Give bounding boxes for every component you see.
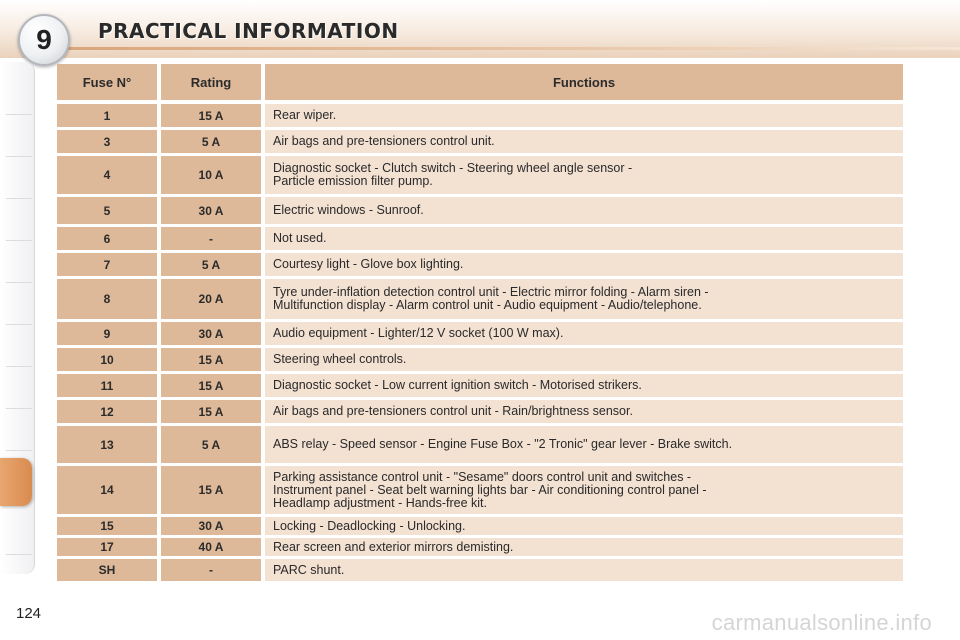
column-header-rating: Rating xyxy=(161,64,261,100)
functions-text: Instrument panel - Seat belt warning lights bar - Air conditioning control panel - xyxy=(273,482,707,497)
fuse-number-cell: 14 xyxy=(57,466,157,514)
fuse-number-cell: 10 xyxy=(57,348,157,371)
table-row xyxy=(57,322,903,345)
rating-cell: 15 A xyxy=(161,400,261,423)
fuse-number-cell: 8 xyxy=(57,279,157,319)
chapter-tab[interactable] xyxy=(6,242,32,283)
functions-text: Steering wheel controls. xyxy=(273,352,407,366)
page-number: 124 xyxy=(16,605,42,622)
functions-text: Multifunction display - Alarm control unit - Audio equipment - Audio/telephone. xyxy=(273,298,702,312)
table-row xyxy=(57,426,903,463)
fuse-number-cell: 3 xyxy=(57,130,157,153)
functions-text: Air bags and pre-tensioners control unit. xyxy=(273,134,495,148)
chapter-tab[interactable] xyxy=(6,74,32,115)
rating-cell: 30 A xyxy=(161,322,261,345)
chapter-tab[interactable] xyxy=(6,326,32,367)
chapter-tab[interactable] xyxy=(6,410,32,451)
functions-text: Not used. xyxy=(273,231,327,245)
table-row xyxy=(57,400,903,423)
watermark: carmanualsonline.info xyxy=(711,610,932,635)
functions-text: Air bags and pre-tensioners control unit - Rain/brightness sensor. xyxy=(273,404,633,418)
functions-cell xyxy=(265,104,903,127)
table-row xyxy=(57,374,903,397)
fuse-number-cell: 13 xyxy=(57,426,157,463)
rating-cell: 5 A xyxy=(161,426,261,463)
functions-cell xyxy=(265,538,903,556)
chapter-tab[interactable] xyxy=(6,514,32,555)
table-row xyxy=(57,538,903,556)
header-divider xyxy=(60,47,960,50)
column-header-functions: Functions xyxy=(265,64,903,100)
table-row xyxy=(57,253,903,276)
chapter-tab[interactable] xyxy=(6,284,32,325)
table-row xyxy=(57,197,903,224)
functions-cell xyxy=(265,559,903,581)
functions-cell xyxy=(265,517,903,535)
rating-cell: 5 A xyxy=(161,253,261,276)
fuse-table xyxy=(57,64,903,584)
table-row xyxy=(57,130,903,153)
rating-cell: 10 A xyxy=(161,156,261,194)
fuse-number-cell: 5 xyxy=(57,197,157,224)
table-row xyxy=(57,104,903,127)
column-header-fuse: Fuse N° xyxy=(57,64,157,100)
table-row xyxy=(57,279,903,319)
functions-text: Rear wiper. xyxy=(273,108,337,122)
functions-text: Diagnostic socket - Clutch switch - Steering wheel angle sensor - xyxy=(273,161,633,175)
fuse-number-cell: 7 xyxy=(57,253,157,276)
functions-cell xyxy=(265,426,903,463)
functions-text: Diagnostic socket - Low current ignition switch - Motorised strikers. xyxy=(273,378,642,392)
functions-cell xyxy=(265,466,903,514)
rating-cell: 15 A xyxy=(161,104,261,127)
fuse-number-cell: 17 xyxy=(57,538,157,556)
functions-text: Particle emission filter pump. xyxy=(273,174,433,188)
rating-cell: 40 A xyxy=(161,538,261,556)
functions-text: Locking - Deadlocking - Unlocking. xyxy=(273,518,466,533)
functions-text: Tyre under-inflation detection control unit - Electric mirror folding - Alarm siren - xyxy=(273,285,709,299)
functions-text: Audio equipment - Lighter/12 V socket (100 W max). xyxy=(273,326,564,340)
chapter-tab[interactable] xyxy=(6,158,32,199)
chapter-tab[interactable] xyxy=(6,200,32,241)
chapter-badge: 9 xyxy=(18,14,70,66)
fuse-number-cell: SH xyxy=(57,559,157,581)
fuse-number-cell: 4 xyxy=(57,156,157,194)
rating-cell: - xyxy=(161,227,261,250)
functions-cell xyxy=(265,130,903,153)
table-row xyxy=(57,227,903,250)
functions-cell xyxy=(265,279,903,319)
rating-cell: 5 A xyxy=(161,130,261,153)
table-row xyxy=(57,348,903,371)
table-row xyxy=(57,517,903,535)
table-body xyxy=(57,104,903,581)
rating-cell: 15 A xyxy=(161,466,261,514)
rating-cell: 30 A xyxy=(161,197,261,224)
functions-cell xyxy=(265,156,903,194)
functions-text: Parking assistance control unit - "Sesame" doors control unit and switches - xyxy=(273,469,692,484)
chapter-tab[interactable] xyxy=(6,116,32,157)
functions-cell xyxy=(265,197,903,224)
chapter-tab[interactable] xyxy=(6,368,32,409)
page-title: PRACTICAL INFORMATION xyxy=(98,19,399,43)
functions-cell xyxy=(265,227,903,250)
rating-cell: 15 A xyxy=(161,374,261,397)
fuse-number-cell: 9 xyxy=(57,322,157,345)
functions-cell xyxy=(265,400,903,423)
rating-cell: 20 A xyxy=(161,279,261,319)
active-chapter-tab[interactable] xyxy=(0,458,32,506)
table-row xyxy=(57,559,903,581)
fuse-number-cell: 12 xyxy=(57,400,157,423)
functions-cell xyxy=(265,374,903,397)
fuse-number-cell: 15 xyxy=(57,517,157,535)
table-header-row xyxy=(57,64,903,100)
functions-text: Courtesy light - Glove box lighting. xyxy=(273,257,464,271)
rating-cell: 15 A xyxy=(161,348,261,371)
rating-cell: 30 A xyxy=(161,517,261,535)
functions-cell xyxy=(265,322,903,345)
functions-text: Rear screen and exterior mirrors demisting. xyxy=(273,539,514,554)
table-row xyxy=(57,156,903,194)
fuse-number-cell: 11 xyxy=(57,374,157,397)
rating-cell: - xyxy=(161,559,261,581)
functions-text: Electric windows - Sunroof. xyxy=(273,203,424,217)
functions-cell xyxy=(265,348,903,371)
table-row xyxy=(57,466,903,514)
fuse-number-cell: 1 xyxy=(57,104,157,127)
functions-text: ABS relay - Speed sensor - Engine Fuse Box - "2 Tronic" gear lever - Brake switch. xyxy=(273,437,733,451)
functions-text: PARC shunt. xyxy=(273,562,345,577)
functions-cell xyxy=(265,253,903,276)
functions-text: Headlamp adjustment - Hands-free kit. xyxy=(273,495,487,510)
fuse-number-cell: 6 xyxy=(57,227,157,250)
